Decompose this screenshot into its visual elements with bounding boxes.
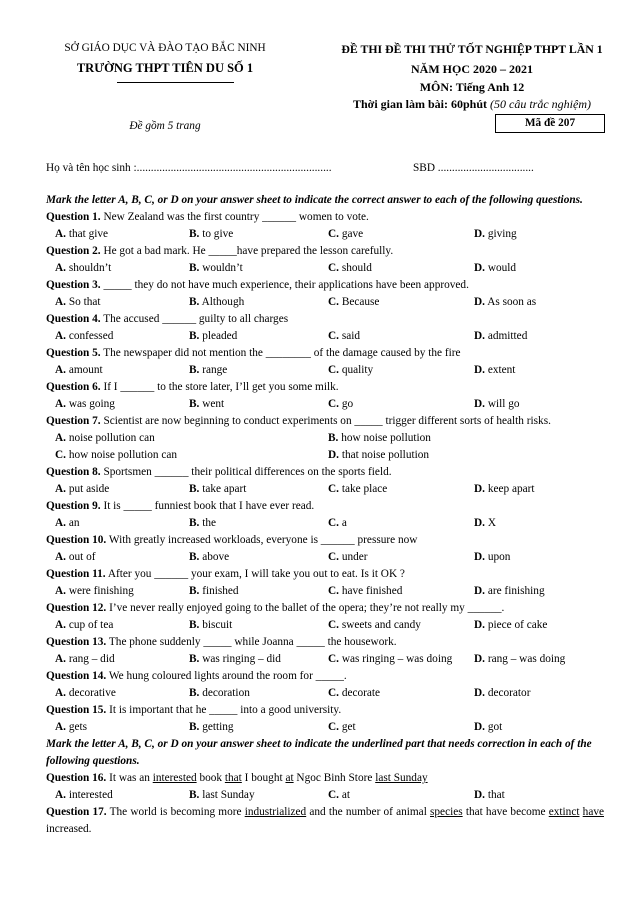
option-text: go xyxy=(341,398,354,410)
option-text: went xyxy=(202,398,225,410)
option-text: rang – did xyxy=(68,653,115,665)
answer-option xyxy=(189,719,234,736)
option-letter: A. xyxy=(55,789,66,801)
answer-option xyxy=(55,260,111,277)
question-label: Question 7. xyxy=(46,415,101,427)
option-text: were finishing xyxy=(68,585,134,597)
option-letter: B. xyxy=(189,262,200,274)
question-stem xyxy=(46,804,604,838)
option-text: decorate xyxy=(341,687,381,699)
option-letter: C. xyxy=(328,483,339,495)
option-letter: B. xyxy=(189,330,200,342)
answer-option xyxy=(189,294,244,311)
question-label: Question 6. xyxy=(46,381,101,393)
option-letter: B. xyxy=(189,483,200,495)
question-label: Question 8. xyxy=(46,466,101,478)
option-letter: C. xyxy=(328,687,339,699)
answer-option xyxy=(328,396,353,413)
department-name: SỞ GIÁO DỤC VÀ ĐÀO TẠO BẮC NINH xyxy=(64,42,266,54)
option-letter: B. xyxy=(189,687,200,699)
option-letter: C. xyxy=(328,619,339,631)
option-letter: B. xyxy=(189,721,200,733)
question-text: I’ve never really enjoyed going to the ballet of the opera; they’re not really my ______. xyxy=(109,602,505,614)
answer-option xyxy=(474,617,547,634)
option-text: cup of tea xyxy=(68,619,114,631)
option-text: Although xyxy=(201,296,245,308)
option-letter: C. xyxy=(328,364,339,376)
question-text: We hung coloured lights around the room for _____. xyxy=(108,670,347,682)
option-letter: B. xyxy=(189,517,200,529)
option-text: extent xyxy=(487,364,516,376)
option-row xyxy=(46,396,604,413)
option-letter: A. xyxy=(55,432,66,444)
option-row xyxy=(46,685,604,702)
answer-option xyxy=(328,719,356,736)
option-text: out of xyxy=(68,551,96,563)
option-text: admitted xyxy=(487,330,528,342)
answer-option xyxy=(55,583,134,600)
option-letter: A. xyxy=(55,551,66,563)
option-text: take place xyxy=(341,483,388,495)
option-text: decorator xyxy=(487,687,531,699)
option-letter: B. xyxy=(189,653,200,665)
option-letter: A. xyxy=(55,228,66,240)
answer-option xyxy=(189,685,250,702)
option-letter: A. xyxy=(55,262,66,274)
option-row xyxy=(46,481,604,498)
option-letter: C. xyxy=(328,585,339,597)
option-text: will go xyxy=(487,398,520,410)
question-label: Question 1. xyxy=(46,211,101,223)
option-text: X xyxy=(487,517,496,529)
answer-option xyxy=(189,328,237,345)
option-letter: D. xyxy=(474,585,485,597)
option-letter: D. xyxy=(474,228,485,240)
option-text: the xyxy=(202,517,216,529)
option-letter: A. xyxy=(55,364,66,376)
option-letter: D. xyxy=(474,619,485,631)
answer-option xyxy=(55,294,101,311)
answer-option xyxy=(55,617,113,634)
option-text: giving xyxy=(487,228,517,240)
option-text: interested xyxy=(68,789,113,801)
option-text: how noise pollution can xyxy=(68,449,178,461)
answer-option xyxy=(474,583,545,600)
option-letter: B. xyxy=(189,296,200,308)
option-letter: A. xyxy=(55,585,66,597)
underlined-part: extinct xyxy=(548,806,580,818)
question-stem xyxy=(46,770,604,787)
option-letter: D. xyxy=(474,721,485,733)
question-stem xyxy=(46,566,604,583)
answer-option xyxy=(189,617,232,634)
question-stem xyxy=(46,413,604,430)
option-text: rang – was doing xyxy=(487,653,566,665)
question-text: that have become xyxy=(462,806,549,818)
option-text: was ringing – did xyxy=(202,653,281,665)
answer-option xyxy=(328,583,402,600)
option-letter: B. xyxy=(189,619,200,631)
option-letter: D. xyxy=(474,483,485,495)
option-letter: D. xyxy=(474,398,485,410)
answer-option xyxy=(474,294,536,311)
question-stem xyxy=(46,243,604,260)
answer-option xyxy=(55,787,113,804)
option-text: As soon as xyxy=(487,296,537,308)
option-row xyxy=(46,362,604,379)
option-text: above xyxy=(202,551,230,563)
question-stem xyxy=(46,277,604,294)
option-row xyxy=(46,447,604,464)
answer-option xyxy=(328,260,372,277)
question-text: _____ they do not have much experience, their applications have been approved. xyxy=(103,279,469,291)
option-letter: A. xyxy=(55,330,66,342)
answer-option xyxy=(189,396,224,413)
option-text: decoration xyxy=(202,687,250,699)
answer-option xyxy=(55,396,115,413)
answer-option xyxy=(328,226,363,243)
question-label: Question 9. xyxy=(46,500,101,512)
underlined-part: at xyxy=(285,772,294,784)
option-text: decorative xyxy=(68,687,116,699)
question-text: The accused ______ guilty to all charges xyxy=(103,313,289,325)
option-text: said xyxy=(341,330,361,342)
question-label: Question 2. xyxy=(46,245,101,257)
option-letter: D. xyxy=(328,449,339,461)
answer-option xyxy=(474,719,502,736)
option-text: confessed xyxy=(68,330,114,342)
option-letter: C. xyxy=(328,721,339,733)
answer-option xyxy=(328,447,429,464)
answer-option xyxy=(474,328,527,345)
question-text: It was an xyxy=(109,772,153,784)
answer-option xyxy=(55,515,79,532)
question-text: book xyxy=(196,772,225,784)
answer-option xyxy=(328,294,379,311)
question-label: Question 14. xyxy=(46,670,107,682)
answer-option xyxy=(474,396,520,413)
option-letter: B. xyxy=(189,789,200,801)
exam-header xyxy=(0,36,640,146)
question-label: Question 16. xyxy=(46,772,107,784)
question-stem xyxy=(46,311,604,328)
answer-option xyxy=(55,549,95,566)
answer-option xyxy=(328,328,360,345)
question-stem xyxy=(46,464,604,481)
option-letter: D. xyxy=(474,687,485,699)
option-text: to give xyxy=(202,228,234,240)
answer-option xyxy=(189,362,227,379)
section-instruction: Mark the letter A, B, C, or D on your answer sheet to indicate the underlined part that needs correction in each of the following questions. xyxy=(46,738,592,767)
option-text: gets xyxy=(68,721,88,733)
option-text: finished xyxy=(202,585,239,597)
question-text: He got a bad mark. He _____have prepared the lesson carefully. xyxy=(103,245,394,257)
question-text: New Zealand was the first country ______ women to vote. xyxy=(103,211,369,223)
option-row xyxy=(46,651,604,668)
question-text: The newspaper did not mention the ________ of the damage caused by the fire xyxy=(103,347,461,359)
question-label: Question 12. xyxy=(46,602,107,614)
option-text: was going xyxy=(68,398,115,410)
question-stem xyxy=(46,702,604,719)
question-label: Question 4. xyxy=(46,313,101,325)
answer-option xyxy=(55,328,113,345)
option-letter: D. xyxy=(474,517,485,529)
option-text: that xyxy=(487,789,505,801)
option-letter: D. xyxy=(474,296,485,308)
question-label: Question 10. xyxy=(46,534,107,546)
option-letter: A. xyxy=(55,296,66,308)
option-text: upon xyxy=(487,551,511,563)
question-text: The world is becoming more xyxy=(109,806,245,818)
question-text: With greatly increased workloads, everyone is ______ pressure now xyxy=(108,534,418,546)
option-text: that give xyxy=(68,228,109,240)
option-letter: A. xyxy=(55,687,66,699)
option-row xyxy=(46,549,604,566)
question-stem xyxy=(46,209,604,226)
answer-option xyxy=(474,260,516,277)
option-letter: B. xyxy=(328,432,339,444)
option-row xyxy=(46,294,604,311)
option-text: how noise pollution xyxy=(341,432,431,444)
option-letter: A. xyxy=(55,653,66,665)
option-letter: B. xyxy=(189,551,200,563)
option-text: under xyxy=(341,551,368,563)
option-letter: C. xyxy=(328,228,339,240)
answer-option xyxy=(55,481,109,498)
question-text: After you ______ your exam, I will take you out to eat. Is it OK ? xyxy=(107,568,405,580)
option-text: pleaded xyxy=(202,330,238,342)
option-row xyxy=(46,515,604,532)
answer-option xyxy=(189,226,233,243)
answer-option xyxy=(328,515,347,532)
option-text: wouldn’t xyxy=(202,262,243,274)
time-note: (50 câu trắc nghiệm) xyxy=(490,97,591,111)
answer-option xyxy=(328,617,421,634)
time-label: Thời gian làm bài: 60phút xyxy=(353,97,488,111)
option-letter: D. xyxy=(474,330,485,342)
question-text: If I ______ to the store later, I’ll get you some milk. xyxy=(103,381,339,393)
option-text: would xyxy=(487,262,517,274)
answer-option xyxy=(189,481,246,498)
question-text: increased. xyxy=(46,823,92,835)
question-stem xyxy=(46,379,604,396)
answer-option xyxy=(55,651,115,668)
option-letter: D. xyxy=(474,789,485,801)
question-label: Question 11. xyxy=(46,568,106,580)
option-text: a xyxy=(341,517,347,529)
answer-option xyxy=(55,430,155,447)
answer-option xyxy=(189,260,243,277)
answer-option xyxy=(328,685,380,702)
option-text: biscuit xyxy=(202,619,233,631)
option-row xyxy=(46,430,604,447)
question-label: Question 3. xyxy=(46,279,101,291)
underlined-part: interested xyxy=(152,772,197,784)
option-text: quality xyxy=(341,364,374,376)
option-letter: B. xyxy=(189,364,200,376)
exam-title: ĐỀ THI ĐỀ THI THỬ TỐT NGHIỆP THPT LẦN 1 xyxy=(341,42,603,56)
question-text: It is important that he _____ into a good university. xyxy=(109,704,342,716)
option-text: was ringing – was doing xyxy=(341,653,453,665)
option-letter: A. xyxy=(55,619,66,631)
option-text: amount xyxy=(68,364,103,376)
answer-option xyxy=(474,685,530,702)
option-letter: C. xyxy=(55,449,66,461)
answer-option xyxy=(55,447,177,464)
answer-option xyxy=(189,549,229,566)
answer-option xyxy=(328,481,387,498)
option-letter: C. xyxy=(328,551,339,563)
question-stem xyxy=(46,532,604,549)
option-text: keep apart xyxy=(487,483,535,495)
question-text: I bought xyxy=(241,772,286,784)
questions-area xyxy=(46,192,604,838)
option-letter: D. xyxy=(474,262,485,274)
answer-option xyxy=(328,362,373,379)
option-text: shouldn’t xyxy=(68,262,112,274)
question-text: Scientist are now beginning to conduct experiments on _____ trigger different sorts of health risks. xyxy=(103,415,551,427)
answer-option xyxy=(328,430,431,447)
underlined-part: industrialized xyxy=(244,806,307,818)
option-letter: A. xyxy=(55,517,66,529)
option-text: have finished xyxy=(341,585,403,597)
answer-option xyxy=(189,583,239,600)
student-sbd-field: SBD .................................. xyxy=(413,162,534,174)
question-text: and the number of animal xyxy=(306,806,431,818)
question-stem xyxy=(46,345,604,362)
question-text: Sportsmen ______ their political differences on the sports field. xyxy=(103,466,392,478)
answer-option xyxy=(474,651,565,668)
answer-option xyxy=(189,651,281,668)
option-letter: C. xyxy=(328,398,339,410)
option-letter: D. xyxy=(474,364,485,376)
time-info xyxy=(312,97,632,112)
question-label: Question 13. xyxy=(46,636,107,648)
option-letter: A. xyxy=(55,483,66,495)
option-letter: C. xyxy=(328,296,339,308)
exam-code-box: Mã đề 207 xyxy=(495,114,605,133)
header-divider xyxy=(117,82,234,83)
question-label: Question 15. xyxy=(46,704,107,716)
answer-option xyxy=(474,515,496,532)
answer-option xyxy=(189,515,216,532)
option-letter: C. xyxy=(328,330,339,342)
question-text: The phone suddenly _____ while Joanna _____ the housework. xyxy=(108,636,397,648)
option-text: should xyxy=(341,262,372,274)
option-text: sweets and candy xyxy=(341,619,421,631)
answer-option xyxy=(55,685,116,702)
option-text: put aside xyxy=(68,483,110,495)
option-text: that noise pollution xyxy=(341,449,430,461)
question-label: Question 17. xyxy=(46,806,107,818)
underlined-part: last Sunday xyxy=(375,772,428,784)
option-letter: A. xyxy=(55,721,66,733)
option-letter: C. xyxy=(328,789,339,801)
option-letter: D. xyxy=(474,551,485,563)
option-letter: C. xyxy=(328,262,339,274)
option-text: at xyxy=(341,789,350,801)
option-text: range xyxy=(202,364,228,376)
school-name: TRƯỜNG THPT TIÊN DU SỐ 1 xyxy=(76,61,254,75)
school-year: NĂM HỌC 2020 – 2021 xyxy=(411,62,533,76)
option-text: last Sunday xyxy=(202,789,255,801)
answer-option xyxy=(55,362,103,379)
option-text: gave xyxy=(341,228,364,240)
answer-option xyxy=(55,226,108,243)
option-text: are finishing xyxy=(487,585,545,597)
section-instruction: Mark the letter A, B, C, or D on your answer sheet to indicate the correct answer to each of the following questions. xyxy=(46,194,583,206)
option-letter: B. xyxy=(189,585,200,597)
option-row xyxy=(46,226,604,243)
option-text: an xyxy=(68,517,80,529)
option-text: getting xyxy=(202,721,234,733)
option-letter: C. xyxy=(328,653,339,665)
underlined-part: that xyxy=(224,772,242,784)
option-letter: B. xyxy=(189,398,200,410)
option-letter: B. xyxy=(189,228,200,240)
option-text: take apart xyxy=(202,483,247,495)
answer-option xyxy=(474,787,505,804)
option-text: get xyxy=(341,721,356,733)
answer-option xyxy=(328,651,452,668)
question-label: Question 5. xyxy=(46,347,101,359)
question-stem xyxy=(46,668,604,685)
answer-option xyxy=(474,362,515,379)
option-row xyxy=(46,787,604,804)
option-row xyxy=(46,583,604,600)
answer-option xyxy=(189,787,255,804)
answer-option xyxy=(474,226,517,243)
option-letter: A. xyxy=(55,398,66,410)
option-letter: C. xyxy=(328,517,339,529)
option-row xyxy=(46,260,604,277)
question-text: It is _____ funniest book that I have ever read. xyxy=(103,500,315,512)
answer-option xyxy=(474,481,535,498)
option-text: Because xyxy=(341,296,380,308)
answer-option xyxy=(328,549,368,566)
option-text: got xyxy=(487,721,503,733)
option-text: So that xyxy=(68,296,101,308)
option-text: piece of cake xyxy=(487,619,548,631)
answer-option xyxy=(474,549,510,566)
question-stem xyxy=(46,498,604,515)
option-letter: D. xyxy=(474,653,485,665)
option-row xyxy=(46,719,604,736)
subject: MÔN: Tiếng Anh 12 xyxy=(419,80,525,94)
answer-option xyxy=(55,719,87,736)
student-name-field: Họ và tên học sinh :..................................................................... xyxy=(46,162,332,174)
underlined-part: species xyxy=(430,806,463,818)
page-count: Đề gồm 5 trang xyxy=(129,120,201,132)
underlined-part: have xyxy=(582,806,604,818)
question-stem xyxy=(46,634,604,651)
answer-option xyxy=(328,787,350,804)
question-text: Ngoc Binh Store xyxy=(293,772,376,784)
option-row xyxy=(46,617,604,634)
option-row xyxy=(46,328,604,345)
question-stem xyxy=(46,600,604,617)
option-text: noise pollution can xyxy=(68,432,155,444)
